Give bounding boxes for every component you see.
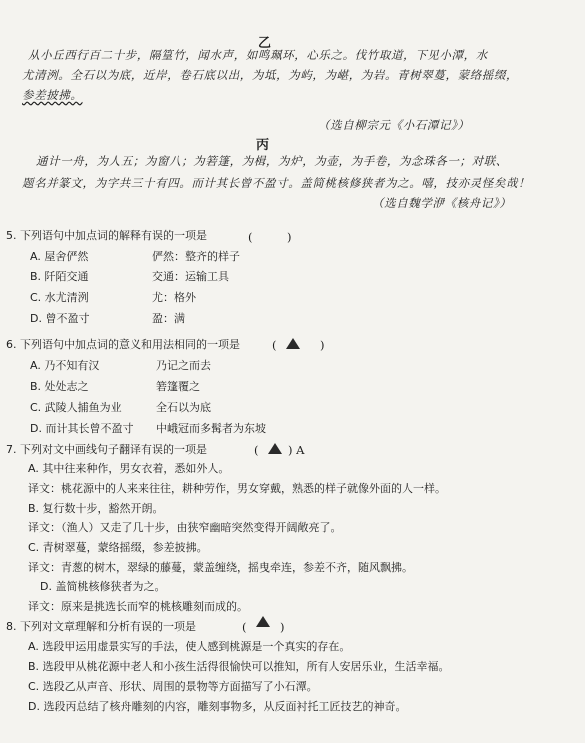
q5-option-a[interactable]: A. 屋舍俨然 xyxy=(30,250,89,263)
q5-option-d[interactable]: D. 曾不盈寸 xyxy=(30,312,90,325)
q7-option-b[interactable]: B. 复行数十步，豁然开朗。 xyxy=(28,502,164,515)
passage-bing-heading: 丙 xyxy=(256,138,270,153)
q8-paren-right: ) xyxy=(280,620,285,634)
q8-option-c[interactable]: C. 选段乙从声音、形状、周围的景物等方面描写了小石潭。 xyxy=(28,680,318,693)
q6-option-b-pair: 箬篷覆之 xyxy=(156,380,200,393)
passage-yi-line: 从小丘西行百二十步，隔篁竹，闻水声，如鸣珮环，心乐之。伐竹取道，下见小潭，水 xyxy=(28,48,488,62)
passage-yi-line2: 尤清洌。全石以为底，近岸，卷石底以出，为坻，为屿，为嵁，为岩。青树翠蔓，蒙络摇缀， xyxy=(22,68,519,82)
q7-option-c[interactable]: C. 青树翠蔓，蒙络摇缀，参差披拂。 xyxy=(28,541,208,554)
q5-option-a-gloss: 俨然：整齐的样子 xyxy=(152,250,240,263)
q5-option-c[interactable]: C. 水尤清洌 xyxy=(30,291,89,304)
q7-paren-right: ) A xyxy=(288,443,305,457)
passage-bing-line: 题名并篆文，为字共三十有四。而计其长曾不盈寸。盖简桃核修狭者为之。嘻，技亦灵怪矣哉！ xyxy=(22,176,531,190)
q5-option-d-gloss: 盈：满 xyxy=(152,312,185,325)
q5-option-c-gloss: 尤：格外 xyxy=(152,291,196,304)
q5-option-b-gloss: 交通：运输工具 xyxy=(152,270,229,283)
passage-yi-heading: 乙 xyxy=(258,36,272,51)
q6-option-c-pair: 全石以为底 xyxy=(156,401,211,414)
q5-answer-paren[interactable]: ( ) xyxy=(248,230,292,244)
q6-option-a[interactable]: A. 乃不知有汉 xyxy=(30,359,100,372)
passage-yi-line xyxy=(22,68,518,82)
q7-option-d[interactable]: D. 盖简桃核修狭者为之。 xyxy=(40,580,166,593)
q8-option-d[interactable]: D. 选段丙总结了核舟雕刻的内容，雕刻事物多，从反面衬托工匠技艺的神奇。 xyxy=(28,700,407,713)
q6-answer-marker-icon[interactable] xyxy=(286,338,300,349)
q5-option-b[interactable]: B. 阡陌交通 xyxy=(30,270,89,283)
q6-option-c[interactable]: C. 武陵人捕鱼为业 xyxy=(30,401,122,414)
q6-paren-right: ) xyxy=(320,338,325,352)
q7-translation-a: 译文：桃花源中的人来来往往，耕种劳作，男女穿戴，熟悉的样子就像外面的人一样。 xyxy=(28,482,446,495)
q7-paren-left: ( xyxy=(254,443,259,457)
passage-yi-line: 参差披拂。 xyxy=(22,88,83,102)
q6-paren-left: ( xyxy=(272,338,277,352)
q6-option-b[interactable]: B. 处处志之 xyxy=(30,380,89,393)
q8-stem: 8. 下列对文章理解和分析有误的一项是 xyxy=(6,620,196,633)
q8-answer-marker-icon[interactable] xyxy=(256,616,270,627)
q8-paren-left: ( xyxy=(242,620,247,634)
q6-option-a-pair: 乃记之而去 xyxy=(156,359,211,372)
passage-bing-source: （选自魏学洢《核舟记》） xyxy=(372,196,512,210)
q7-translation-c: 译文：青葱的树木，翠绿的藤蔓，蒙盖缠绕，摇曳牵连，参差不齐，随风飘拂。 xyxy=(28,561,413,574)
q6-stem: 6. 下列语句中加点词的意义和用法相同的一项是 xyxy=(6,338,240,351)
q6-option-d-pair: 中峨冠而多髯者为东坡 xyxy=(156,422,266,435)
q7-answer-marker-icon[interactable] xyxy=(268,443,282,454)
q7-option-a[interactable]: A. 其中往来种作，男女衣着，悉如外人。 xyxy=(28,462,230,475)
q7-translation-d: 译文：原来是挑选长而窄的桃核雕刻而成的。 xyxy=(28,600,248,613)
q5-stem: 5. 下列语句中加点词的解释有误的一项是 xyxy=(6,229,207,242)
q7-stem: 7. 下列对文中画线句子翻译有误的一项是 xyxy=(6,443,207,456)
q6-option-d[interactable]: D. 而计其长曾不盈寸 xyxy=(30,422,134,435)
passage-yi-source: （选自柳宗元《小石潭记》） xyxy=(318,118,470,132)
passage-bing-line: 通计一舟，为人五；为窗八；为箬篷，为楫，为炉，为壶，为手卷，为念珠各一；对联、 xyxy=(36,154,508,168)
q7-translation-b: 译文：（渔人）又走了几十步，由狭窄幽暗突然变得开阔敞亮了。 xyxy=(28,521,342,534)
q8-option-a[interactable]: A. 选段甲运用虚景实写的手法，使人感到桃源是一个真实的存在。 xyxy=(28,640,351,653)
q8-option-b[interactable]: B. 选段甲从桃花源中老人和小孩生活得很愉快可以推知，所有人安居乐业，生活幸福。 xyxy=(28,660,450,673)
